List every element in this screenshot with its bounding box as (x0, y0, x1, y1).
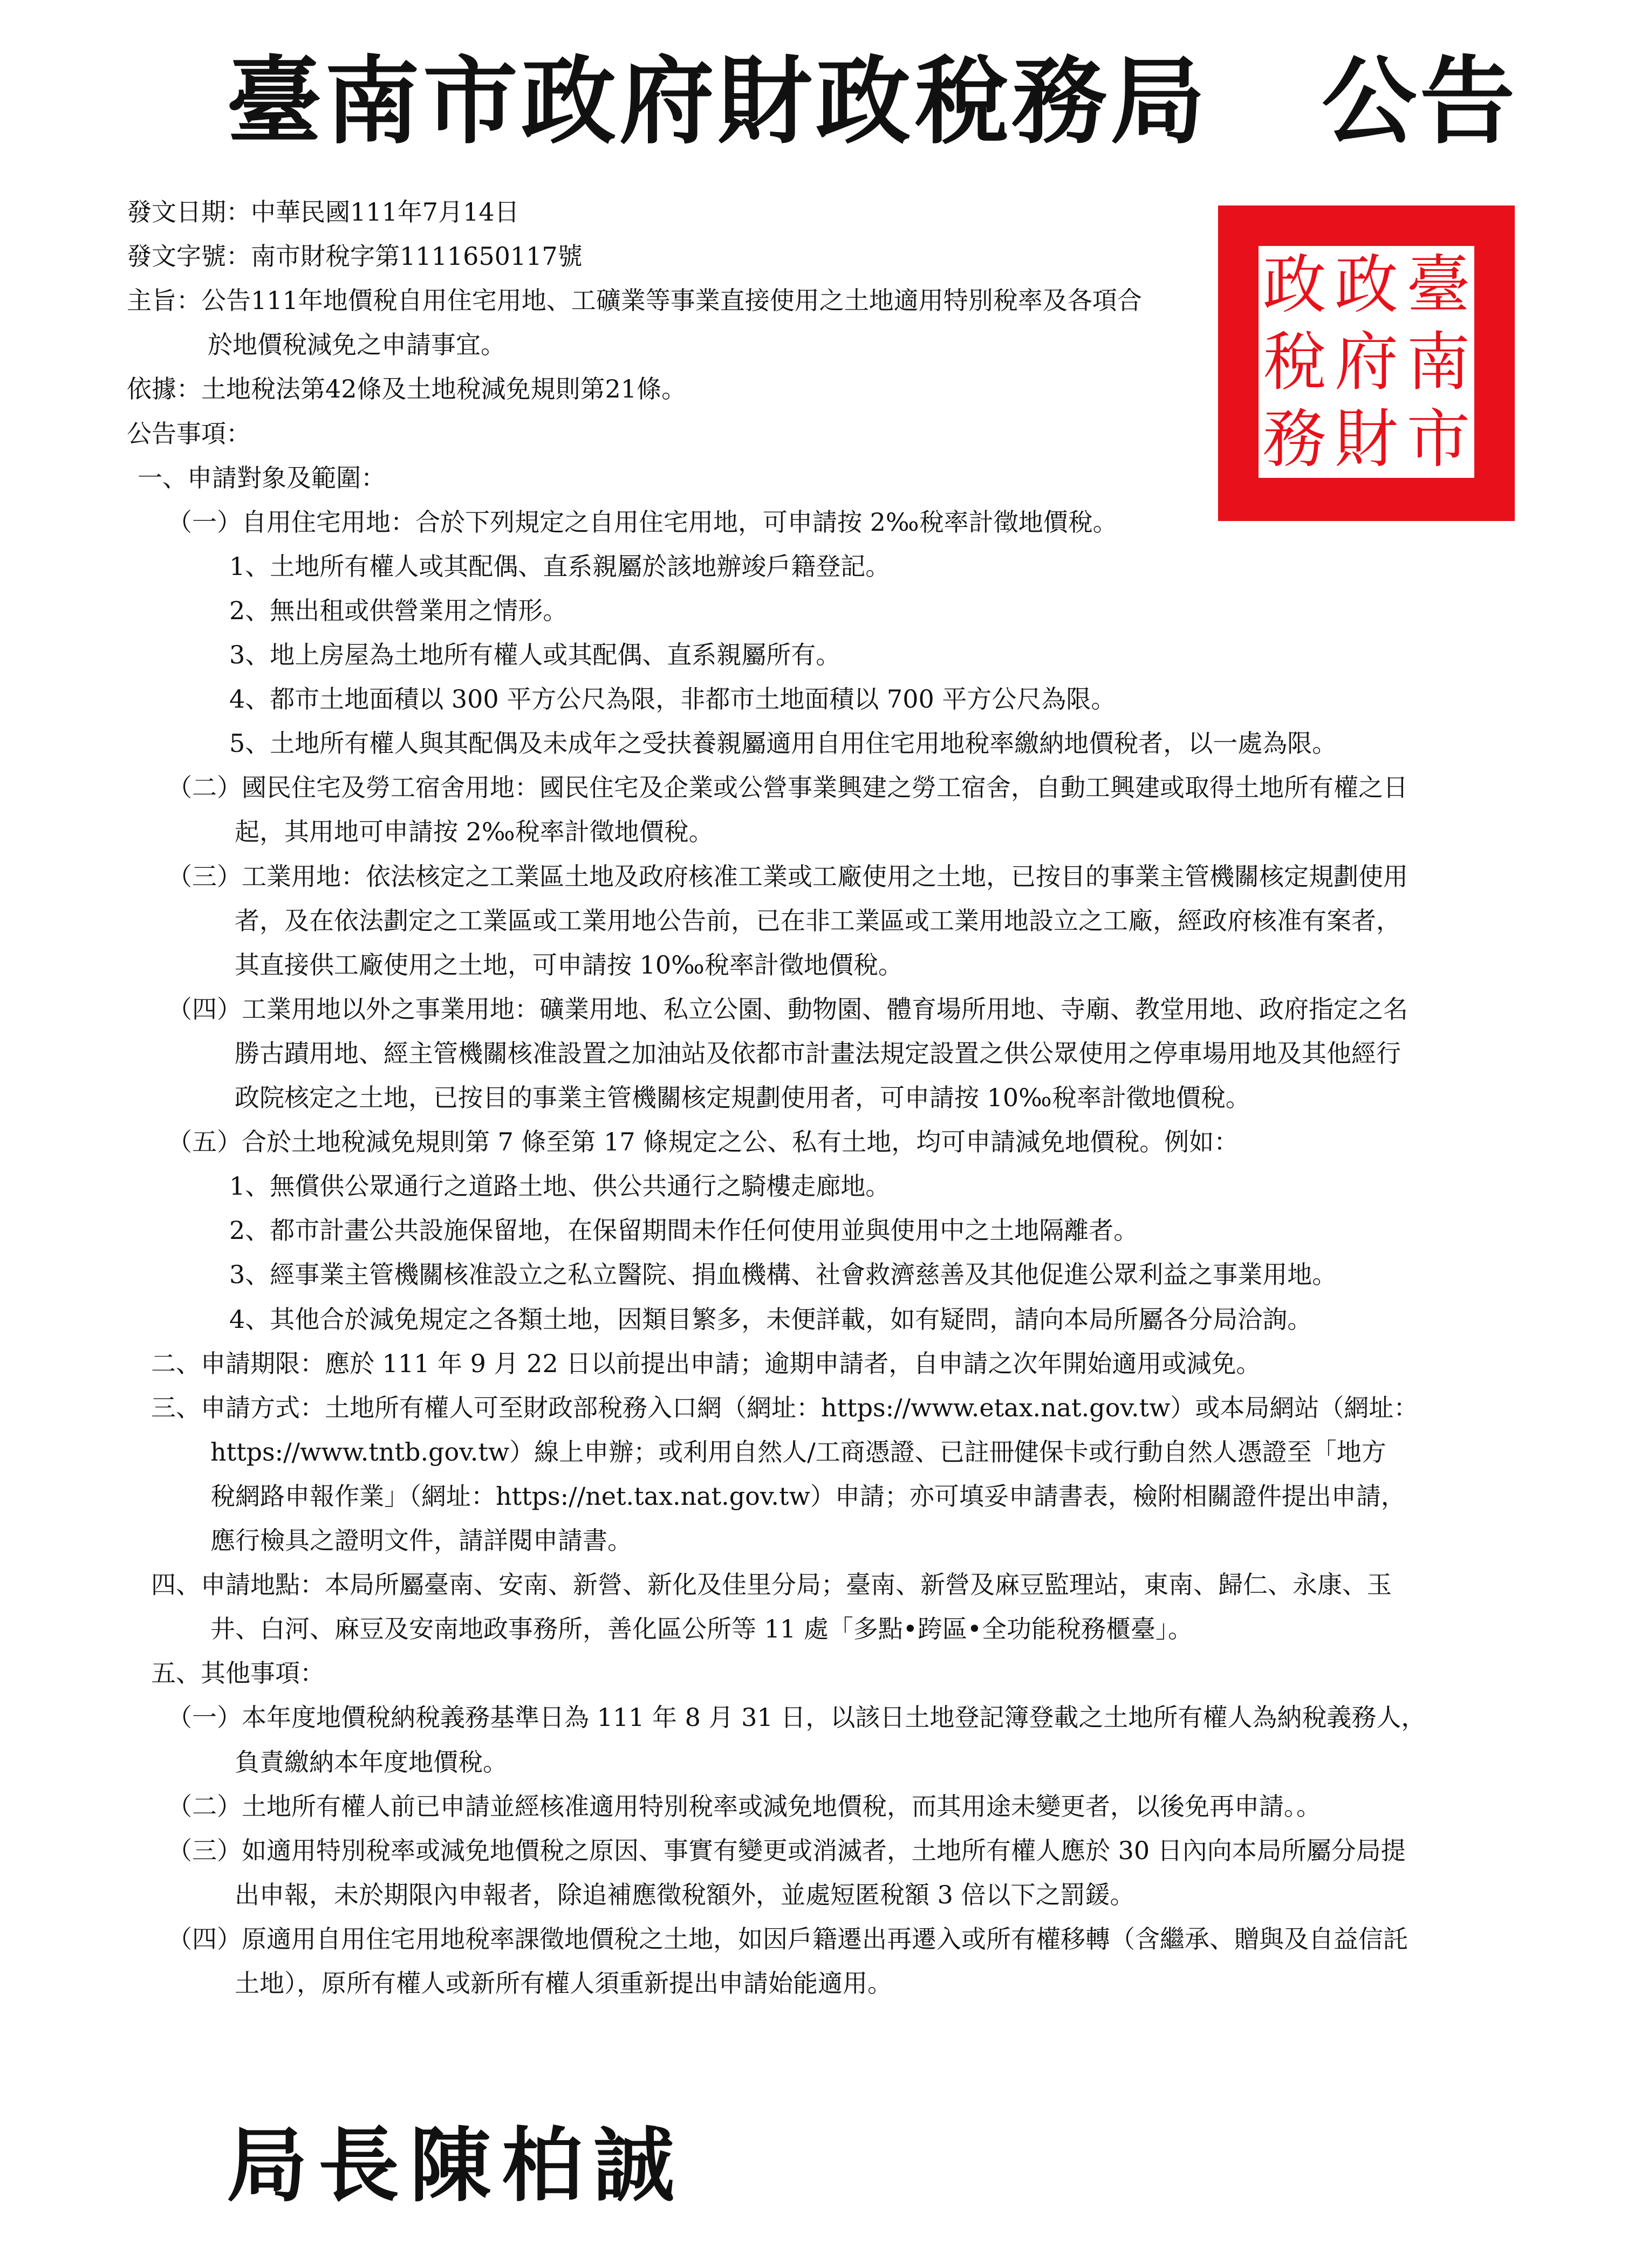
seal-glyph: 府 (1334, 324, 1398, 399)
agency-name: 臺南市政府財政稅務局 (227, 45, 1209, 157)
seal-glyph: 務 (1262, 402, 1326, 477)
text-line: 4、都市土地面積以 300 平方公尺為限，非都市土地面積以 700 平方公尺為限。 (229, 684, 1116, 714)
text-line: 負責繳納本年度地價稅。 (235, 1748, 508, 1777)
text-line: （四）原適用自用住宅用地稅率課徵地價稅之土地，如因戶籍遷出再遷入或所有權移轉（含繼承、贈與及自益信託 (167, 1924, 1408, 1954)
text-line: 五、其他事項： (151, 1659, 325, 1688)
text-line: 5、土地所有權人與其配偶及未成年之受扶養親屬適用自用住宅用地稅率繳納地價稅者，以一處為限。 (229, 729, 1337, 758)
text-line: 公告事項： (127, 419, 251, 448)
text-line: 發文日期：中華民國111年7月14日 (127, 197, 519, 227)
text-line: （三）如適用特別稅率或減免地價稅之原因、事實有變更或消滅者，土地所有權人應於 30 日內向本局所屬分局提 (167, 1836, 1406, 1865)
seal-glyph: 稅 (1262, 324, 1326, 399)
official-seal (1218, 205, 1515, 521)
text-line: 稅網路申報作業」（網址：https://net.tax.nat.gov.tw）申請；亦可填妥申請書表，檢附相關證件提出申請， (210, 1482, 1406, 1511)
text-line: 者，及在依法劃定之工業區或工業用地公告前，已在非工業區或工業用地設立之工廠，經政府核准有案者， (235, 906, 1401, 935)
text-line: 一、申請對象及範圍： (138, 463, 386, 492)
text-line: 2、都市計畫公共設施保留地，在保留期間未作任何使用並與使用中之土地隔離者。 (229, 1216, 1139, 1245)
text-line: 3、經事業主管機關核准設立之私立醫院、捐血機構、社會救濟慈善及其他促進公眾利益之事業用地。 (229, 1260, 1337, 1289)
text-line: 其直接供工廠使用之土地，可申請按 10‰稅率計徵地價稅。 (235, 950, 903, 979)
text-line: 勝古蹟用地、經主管機關核准設置之加油站及依都市計畫法規定設置之供公眾使用之停車場用地及其他經行 (235, 1039, 1401, 1068)
text-line: 1、無償供公眾通行之道路土地、供公共通行之騎樓走廊地。 (229, 1171, 891, 1201)
text-line: 二、申請期限：應於 111 年 9 月 22 日以前提出申請；逾期申請者，自申請之次年開始適用或減免。 (151, 1349, 1261, 1378)
text-line: 土地），原所有權人或新所有權人須重新提出申請始能適用。 (235, 1969, 892, 1998)
text-line: （五）合於土地稅減免規則第 7 條至第 17 條規定之公、私有土地，均可申請減免地價稅。例如： (167, 1127, 1239, 1156)
seal-glyph: 財 (1334, 402, 1398, 477)
text-line: 應行檢具之證明文件，請詳閱申請書。 (210, 1526, 632, 1555)
text-line: 主旨：公告111年地價稅自用住宅用地、工礦業等事業直接使用之土地適用特別稅率及各項合 (127, 286, 1142, 315)
seal-glyph: 政 (1262, 247, 1326, 322)
text-line: （二）土地所有權人前已申請並經核准適用特別稅率或減免地價稅，而其用途未變更者，以後免再申請。。 (167, 1792, 1321, 1821)
seal-glyph: 政 (1334, 247, 1398, 322)
text-line: 3、地上房屋為土地所有權人或其配偶、直系親屬所有。 (229, 640, 841, 669)
page-title (227, 45, 1519, 157)
text-line: 2、無出租或供營業用之情形。 (229, 596, 568, 625)
text-line: （四）工業用地以外之事業用地：礦業用地、私立公園、動物園、體育場所用地、寺廟、教堂用地、政府指定之名 (167, 995, 1408, 1024)
text-line: 4、其他合於減免規定之各類土地，因類目繁多，未便詳載，如有疑問，請向本局所屬各分局洽詢。 (229, 1305, 1312, 1334)
director-signature: 局長陳柏誠 (227, 2118, 686, 2213)
text-line: 政院核定之土地，已按目的事業主管機關核定規劃使用者，可申請按 10‰稅率計徵地價稅。 (235, 1083, 1250, 1112)
text-line: 出申報，未於期限內申報者，除追補應徵稅額外，並處短匿稅額 3 倍以下之罰鍰。 (235, 1880, 1135, 1909)
text-line: （三）工業用地：依法核定之工業區土地及政府核准工業或工廠使用之土地，已按目的事業主管機關核定規劃使用 (167, 862, 1408, 891)
seal-glyph: 南 (1406, 324, 1471, 399)
text-line: 於地價稅減免之申請事宜。 (208, 330, 505, 359)
text-line: 發文字號：南市財稅字第1111650117號 (127, 242, 583, 271)
seal-glyph: 臺 (1406, 247, 1471, 322)
text-line: （一）自用住宅用地：合於下列規定之自用住宅用地，可申請按 2‰稅率計徵地價稅。 (167, 508, 1118, 537)
text-line: 1、土地所有權人或其配偶、直系親屬於該地辦竣戶籍登記。 (229, 552, 891, 581)
text-line: 三、申請方式：土地所有權人可至財政部稅務入口網（網址：https://www.etax.nat.gov.tw）或本局網站（網址： (151, 1393, 1419, 1422)
seal-inner (1259, 246, 1474, 478)
text-line: 依據：土地稅法第42條及土地稅減免規則第21條。 (127, 374, 687, 403)
text-line: （二）國民住宅及勞工宿舍用地：國民住宅及企業或公營事業興建之勞工宿舍，自動工興建或取得土地所有權之日 (167, 773, 1408, 802)
text-line: 井、白河、麻豆及安南地政事務所，善化區公所等 11 處「多點•跨區•全功能稅務櫃臺」。 (210, 1614, 1193, 1643)
document-type: 公告 (1322, 45, 1519, 157)
text-line: https://www.tntb.gov.tw）線上申辦；或利用自然人/工商憑證、已註冊健保卡或行動自然人憑證至「地方 (210, 1437, 1386, 1467)
text-line: 四、申請地點：本局所屬臺南、安南、新營、新化及佳里分局；臺南、新營及麻豆監理站，東南、歸仁、永康、玉 (151, 1570, 1392, 1599)
seal-glyph: 市 (1406, 402, 1471, 477)
text-line: （一）本年度地價稅納稅義務基準日為 111 年 8 月 31 日，以該日土地登記簿登載之土地所有權人為納稅義務人， (167, 1703, 1426, 1732)
text-line: 起，其用地可申請按 2‰稅率計徵地價稅。 (235, 817, 714, 846)
